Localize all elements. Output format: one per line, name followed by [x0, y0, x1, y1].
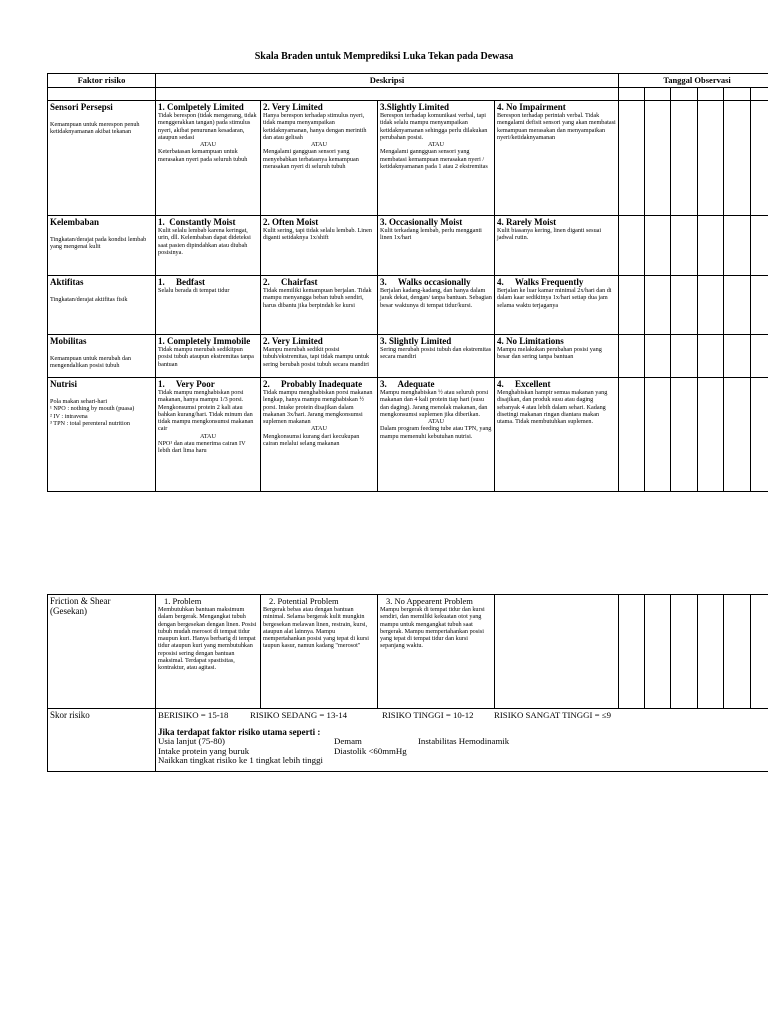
- level-label: 2. Chairfast: [263, 277, 318, 287]
- level-text-alt: Keterbatasan kemampuan untuk merasakan nyeri pada seluruh tubuh: [158, 148, 248, 163]
- level-cell: [495, 101, 619, 216]
- level-cell: [378, 276, 495, 335]
- header-faktor: Faktor risiko: [48, 74, 156, 88]
- factor-name: Mobilitas: [50, 336, 87, 346]
- obs-cell[interactable]: [671, 88, 698, 101]
- obs-cell[interactable]: [619, 378, 645, 492]
- level-cell: [156, 276, 261, 335]
- level-cell: [261, 276, 378, 335]
- level-label: 1. Completely Immobile: [158, 336, 251, 346]
- friction-level-3: 3. No Appearent Problem Mampu bergerak di tempat tidur dan kursi sendiri, dan memiliki kekuatan otot yang mampu untuk mengangkat tubuh saat bergerak. Mampu mempertahankan posisi yang tepat di tempat tidur dan kursi sepanjang waktu.: [378, 595, 495, 709]
- row-skor: [48, 709, 768, 772]
- level-cell: [378, 216, 495, 276]
- level-cell: [156, 378, 261, 492]
- level-label: 2. Very Limited: [263, 102, 323, 112]
- obs-cell[interactable]: [619, 101, 645, 216]
- obs-cell[interactable]: [698, 335, 724, 378]
- obs-cell[interactable]: [671, 595, 698, 709]
- obs-cell[interactable]: [671, 378, 698, 492]
- factor-desc: Pola makan sehari-hari ¹ NPO : nothing by mouth (puasa) ² IV : intravena ³ TPN : total perenteral nutrition: [50, 398, 135, 428]
- obs-cell[interactable]: [698, 595, 724, 709]
- level-text: Kulit biasanya kering, linen diganti sesuai jadwal rutin.: [497, 227, 602, 242]
- skor-label: Skor risiko: [48, 709, 156, 772]
- obs-cell[interactable]: [698, 378, 724, 492]
- factor-name: Kelembaban: [50, 217, 100, 227]
- level-cell: [261, 378, 378, 492]
- factor-cell: [48, 335, 156, 378]
- level-label: 3.Slightly Limited: [380, 102, 450, 112]
- obs-cell[interactable]: [751, 595, 768, 709]
- level-cell: [378, 378, 495, 492]
- obs-cell[interactable]: [724, 335, 751, 378]
- blank-cell: [48, 88, 156, 101]
- level-cell: [378, 335, 495, 378]
- level-text: Berespon terhadap perintah verbal. Tidak mengalami defisit sensori yang akan membatasi kemampuan merasakan dan menyampaikan nyeri/ketidaknyamanan: [497, 112, 616, 141]
- row-sensori: [48, 101, 768, 216]
- obs-cell[interactable]: [619, 335, 645, 378]
- level-cell: [495, 378, 619, 492]
- level-label: 4. No Limitations: [497, 336, 564, 346]
- obs-cell[interactable]: [724, 378, 751, 492]
- factor-cell: [48, 216, 156, 276]
- level-label: 3. Adequate: [380, 379, 435, 389]
- risk-levels: [158, 710, 768, 720]
- obs-cell[interactable]: [724, 276, 751, 335]
- level-text-alt: Mengalami gangguan sensori yang menyebabkan terbatasnya kemampuan merasakan nyeri di seluruh tubuh: [263, 148, 359, 171]
- level-text-alt: Dalam program feeding tube atau TPN, yang mampu memenuhi kebutuhan nutrisi.: [380, 425, 492, 440]
- factors-line-3: Naikkan tingkat risiko ke 1 tingkat lebih tinggi: [158, 755, 323, 765]
- level-text: Tidak mampu merubah sedikitpun posisi tubuh ataupun ekstremitas tanpa bantuan: [158, 346, 254, 368]
- level-label: 1. Very Poor: [158, 379, 215, 389]
- factor-name: Aktifitas: [50, 277, 84, 287]
- obs-cell[interactable]: [645, 595, 671, 709]
- factors-line-1: Usia lanjut (75-80) Demam Instabilitas Hemodinamik: [158, 736, 510, 746]
- level-cell: [261, 335, 378, 378]
- atau-label: ATAU: [427, 141, 444, 149]
- factor-desc: Tingkatan/derajat aktifitas fisik: [50, 296, 128, 303]
- level-cell: [495, 276, 619, 335]
- factors-title: Jika terdapat faktor risiko utama seperti :: [158, 727, 321, 737]
- level-label: 3. Walks occasionally: [380, 277, 471, 287]
- header-subrow: [48, 88, 768, 101]
- skor-content: [156, 709, 768, 772]
- obs-cell[interactable]: [751, 216, 768, 276]
- level-label: 1. Constantly Moist: [158, 217, 236, 227]
- obs-cell[interactable]: [751, 101, 768, 216]
- factor-desc: Kemampuan untuk merespon penuh ketidaknyamanan akibat tekanan: [50, 121, 140, 136]
- atau-label: ATAU: [310, 141, 327, 149]
- atau-label: ATAU: [427, 418, 444, 426]
- row-nutrisi: [48, 378, 768, 492]
- obs-cell[interactable]: [645, 335, 671, 378]
- level-cell: [156, 101, 261, 216]
- level-text: Tidak mampu menghabiskan porsi makanan lengkap, hanya mampu menghabiskan ½ porsi. Intake protein disajikan dalam makanan 3x/hari. Jarang mengkonsumsi suplemen makanan: [263, 389, 373, 426]
- factor-name: Nutrisi: [50, 379, 77, 389]
- obs-cell[interactable]: [645, 276, 671, 335]
- level-text: Mampu menghabiskan ½ atau seluruh porsi makanan dan 4 kali protein tiap hari (susu dan daging). Jarang menolak makanan, dan mengkonsumsi suplemen jika diberikan.: [380, 389, 489, 418]
- row-aktifitas: [48, 276, 768, 335]
- factor-name: Sensori Persepsi: [50, 102, 113, 112]
- header-deskripsi: Deskripsi: [156, 74, 619, 88]
- obs-cell[interactable]: [751, 276, 768, 335]
- risk-sedang: RISIKO SEDANG = 13-14: [250, 710, 348, 720]
- level-text: Mampu melakukan perubahan posisi yang besar dan sering tanpa bantuan: [497, 346, 602, 361]
- obs-cell[interactable]: [619, 88, 645, 101]
- obs-cell[interactable]: [645, 216, 671, 276]
- level-text: Kulit sering, tapi tidak selalu lembab. Linen diganti setidaknya 1x/shift: [263, 227, 372, 242]
- risk-berisiko: BERISIKO = 15-18: [158, 710, 229, 720]
- level-text: Tidak memiliki kemampuan berjalan. Tidak mampu menyangga beban tubuh sendiri, harus dibantu jika berpindah ke kursi: [263, 287, 372, 309]
- risk-tinggi: RISIKO TINGGI = 10-12: [382, 710, 474, 720]
- atau-label: ATAU: [199, 432, 216, 440]
- factor-cell: [48, 276, 156, 335]
- level-text: Selalu berada di tempat tidur: [158, 287, 230, 294]
- row-kelembaban: [48, 216, 768, 276]
- obs-cell[interactable]: [645, 88, 671, 101]
- atau-label: ATAU: [310, 425, 327, 433]
- row-mobilitas: [48, 335, 768, 378]
- obs-cell[interactable]: [698, 216, 724, 276]
- obs-cell[interactable]: [619, 216, 645, 276]
- blank-cell: [156, 88, 619, 101]
- header-tanggal: Tanggal Observasi: [619, 74, 768, 88]
- level-cell: [156, 335, 261, 378]
- level-cell: [156, 216, 261, 276]
- atau-label: ATAU: [199, 141, 216, 149]
- level-label: 4. Excellent: [497, 379, 551, 389]
- factor-desc: Kemampuan untuk merubah dan mengendalikan posisi tubuh: [50, 355, 131, 370]
- obs-cell[interactable]: [751, 335, 768, 378]
- level-text: Menghabiskan hampir semua makanan yang disajikan, dan produk susu atau daging sebanyak 4 atau lebih dalam sehari. Kadang disetingi makanan ringan diantara makan utama. Tidak membutuhkan suplemen.: [497, 389, 608, 426]
- risk-sangat-tinggi: RISIKO SANGAT TINGGI = ≤9: [494, 710, 611, 720]
- level-label: 2. Probably Inadequate: [263, 379, 363, 389]
- friction-table: [47, 594, 768, 772]
- level-text: Mampu merubah sedikit posisi tubuh/ekstremitas, tapi tidak mampu untuk sering berubah posisi tubuh secara mandiri: [263, 346, 370, 368]
- obs-cell[interactable]: [751, 88, 768, 101]
- level-label: 1. Comlpetely Limited: [158, 102, 244, 112]
- obs-cell[interactable]: [751, 378, 768, 492]
- level-text-alt: Mengalami ganngguan sensori yang membatasi kemampuan merasakan nyeri / ketidaknyamanan pada 1 atau 2 ekstremitas: [380, 148, 488, 171]
- obs-cell[interactable]: [671, 101, 698, 216]
- obs-cell[interactable]: [698, 276, 724, 335]
- obs-cell[interactable]: [724, 216, 751, 276]
- obs-cell[interactable]: [619, 595, 645, 709]
- friction-name: Friction & Shear (Gesekan): [48, 595, 156, 709]
- level-label: 4. Rarely Moist: [497, 217, 557, 227]
- level-label: 3. Occasionally Moist: [380, 217, 463, 227]
- level-label: 4. No Impairment: [497, 102, 566, 112]
- level-text: Kulit terkadang lembab, perlu mengganti linen 1x/hari: [380, 227, 482, 242]
- level-label: 4. Walks Frequently: [497, 277, 584, 287]
- level-text: Berespon terhadap komunikasi verbal, tapi tidak selalu mampu menyampaikan ketidaknyamanan sehingga perlu dilakukan perubahan posisi.: [380, 112, 488, 141]
- level-label: 2. Very Limited: [263, 336, 323, 346]
- level-text: Sering merubah posisi tubuh dan ekstremitas secara mandiri: [380, 346, 492, 361]
- obs-cell[interactable]: [671, 276, 698, 335]
- obs-cell[interactable]: [645, 101, 671, 216]
- level-text: Berjalan kadang-kadang, dan hanya dalam jarak dekat, dengan/ tanpa bantuan. Sebagian besar waktunya di tempat tidur/kursi.: [380, 287, 492, 309]
- header-row: [48, 74, 768, 88]
- obs-cell[interactable]: [698, 88, 724, 101]
- level-label: 3. Slightly Limited: [380, 336, 452, 346]
- obs-cell[interactable]: [671, 335, 698, 378]
- page-title: Skala Braden untuk Memprediksi Luka Tekan pada Dewasa: [254, 51, 514, 62]
- factor-cell: [48, 101, 156, 216]
- friction-level-1: 1. Problem Membutuhkan bantuan maksimum dalam bergerak. Mengangkat tubuh dengan bergesekan dengan linen. Posisi tubuh mudah merosot di tempat tidur maupun kuri. Hanya berbarig di tempat tidur ataupun kuri yang membutuhkan reposisi sering dengan bantuan maksimal. Terdapat spastisitas, kontraktur, atau agitasi.: [156, 595, 261, 709]
- braden-table: [47, 73, 768, 492]
- level-cell: [495, 216, 619, 276]
- level-text: Kulit selalu lembab karena keringat, urin, dll. Kelembaban dapat dideteksi saat pasien dipindahkan atau diubah posisinya.: [158, 227, 251, 256]
- level-cell: [261, 101, 378, 216]
- friction-level-2: 2. Potential Problem Bergerak bebas atau dengan bantuan minimal. Selama bergerak kulit mungkin bergesekan melawan linen, restrain, kursi, ataupun alat lainnya. Mampu mempertahankan posisi yang tepat di kursi taupun kasur, namun kadang "merosot": [261, 595, 378, 709]
- obs-cell[interactable]: [619, 276, 645, 335]
- level-text: Tidak berespon (tidak mengerang, tidak menggerakkan tangan) pada stimulus nyeri, akibat penurunan kesadaran, ataupun sedasi: [158, 112, 257, 141]
- level-cell: [261, 216, 378, 276]
- factor-cell: [48, 378, 156, 492]
- obs-cell[interactable]: [724, 101, 751, 216]
- obs-cell[interactable]: [724, 595, 751, 709]
- level-text: Berjalan ke luar kamar minimal 2x/hari dan di dalam kaar sedikitnya 1x/hari setiap dua jam selama waktu terjaganya: [497, 287, 612, 309]
- obs-cell[interactable]: [645, 378, 671, 492]
- factor-desc: Tingkatan/derajat pada kondisi lembab yang mengenai kulit: [50, 236, 147, 251]
- level-cell: [378, 101, 495, 216]
- factors-line-2: Intake protein yang buruk Diastolik <60mmHg: [158, 745, 407, 756]
- level-label: 1. Bedfast: [158, 277, 205, 287]
- obs-cell[interactable]: [698, 101, 724, 216]
- level-text-alt: Mengkonsumsi kurang dari kecukupan cairan melalui selang makanan: [263, 432, 360, 448]
- obs-cell[interactable]: [724, 88, 751, 101]
- obs-cell[interactable]: [671, 216, 698, 276]
- level-text-alt: NPO¹ dan atau menerima cairan IV lebih dari lima haru: [158, 440, 246, 455]
- row-friction: [48, 595, 768, 709]
- level-label: 2. Often Moist: [263, 217, 319, 227]
- level-text: Tidak mampu menghabiskan porsi makanan, hanya mampu 1/3 porsi. Mengkonsumsi protein 2 kali atau bahkan kurang/hari. Tidak minum dan tidak mampu mengkonsumsi makanan cair: [158, 389, 254, 433]
- friction-level-4: [495, 595, 619, 709]
- level-text: Hanya berespon terhadap stimulus nyeri, tidak mampu menyampaikan ketidaknyamanan, hanya dengan merintih dan atau gelisah: [263, 112, 367, 141]
- level-cell: [495, 335, 619, 378]
